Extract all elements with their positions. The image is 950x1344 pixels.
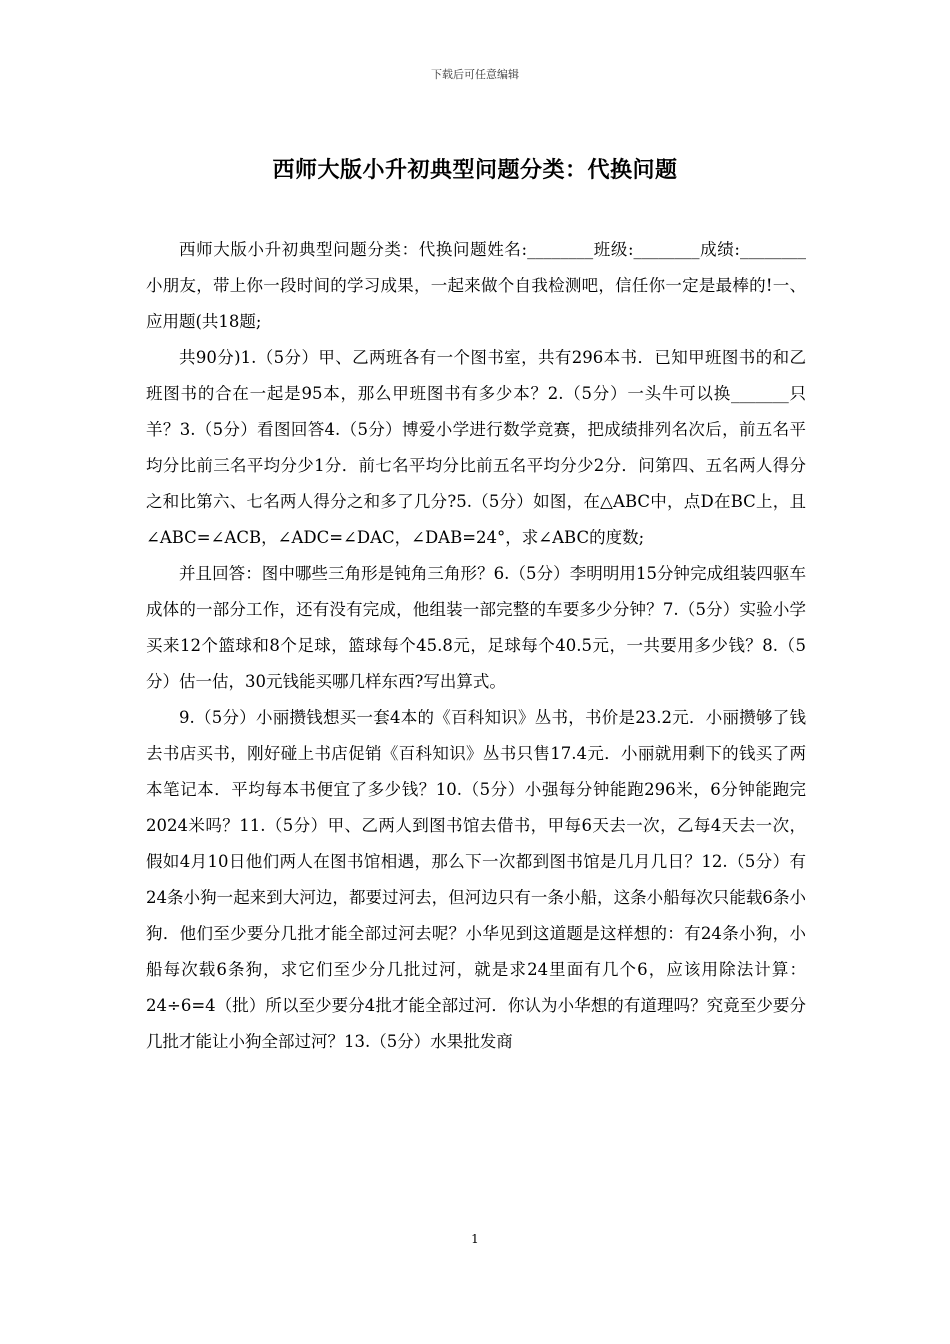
paragraph: 共90分)1.（5分）甲、乙两班各有一个图书室，共有296本书．已知甲班图书的和乙班图书的合在一起是95本，那么甲班图书有多少本？2.（5分）一头牛可以换_______只羊？3.（5分）看图回答4.（5分）博爱小学进行数学竞赛，把成绩排列名次后，前五名平均分比前三名平均分少1分．前七名平均分比前五名平均分少2分．问第四、五名两人得分之和比第六、七名两人得分之和多了几分?5.（5分）如图，在△ABC中，点D在BC上，且∠ABC=∠ACB，∠ADC=∠DAC，∠DAB=24°，求∠ABC的度数; (146, 348, 806, 547)
paragraph: 西师大版小升初典型问题分类：代换问题姓名:________班级:________成绩:________小朋友，带上你一段时间的学习成果，一起来做个自我检测吧，信任你一定是最棒的!一、应用题(共18题; (146, 240, 806, 331)
document-body (146, 232, 806, 1060)
document-title: 西师大版小升初典型问题分类：代换问题 (272, 158, 678, 183)
page-header: 下载后可任意编辑 (431, 68, 519, 81)
paragraph: 9.（5分）小丽攒钱想买一套4本的《百科知识》丛书，书价是23.2元．小丽攒够了钱去书店买书，刚好碰上书店促销《百科知识》丛书只售17.4元．小丽就用剩下的钱买了两本笔记本．平均每本书便宜了多少钱？10.（5分）小强每分钟能跑296米，6分钟能跑完2024米吗？11.（5分）甲、乙两人到图书馆去借书，甲每6天去一次，乙每4天去一次，假如4月10日他们两人在图书馆相遇，那么下一次都到图书馆是几月几日？12.（5分）有24条小狗一起来到大河边，都要过河去，但河边只有一条小船，这条小船每次只能载6条小狗．他们至少要分几批才能全部过河去呢？小华见到这道题是这样想的：有24条小狗，小船每次载6条狗，求它们至少分几批过河，就是求24里面有几个6，应该用除法计算：24÷6=4（批）所以至少要分4批才能全部过河．你认为小华想的有道理吗？究竟至少要分几批才能让小狗全部过河？13.（5分）水果批发商 (146, 708, 806, 1051)
page-number: 1 (471, 1232, 479, 1246)
paragraph: 并且回答：图中哪些三角形是钝角三角形？6.（5分）李明明用15分钟完成组装四驱车成体的一部分工作，还有没有完成，他组装一部完整的车要多少分钟？7.（5分）实验小学买来12个篮球和8个足球，篮球每个45.8元，足球每个40.5元，一共要用多少钱？8.（5分）估一估，30元钱能买哪几样东西?写出算式。 (146, 564, 806, 691)
